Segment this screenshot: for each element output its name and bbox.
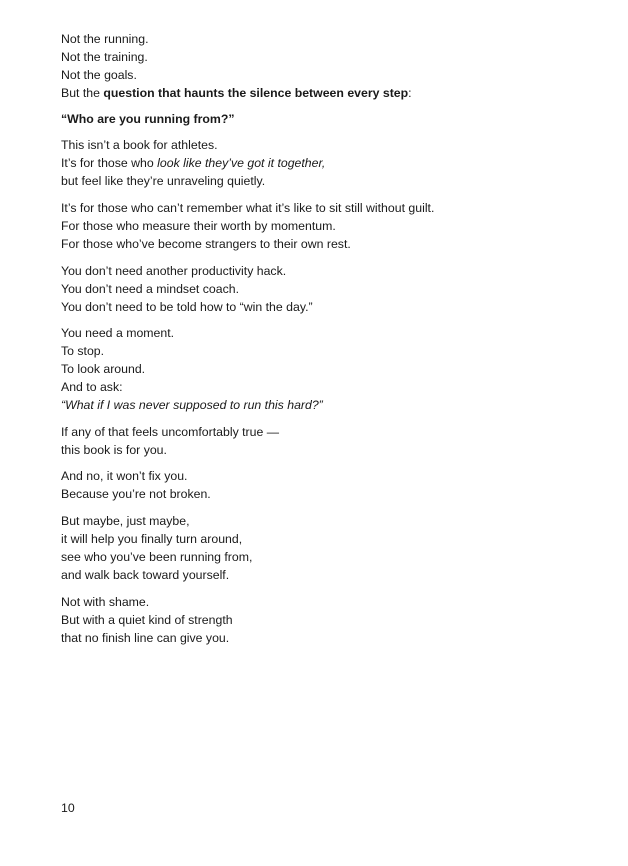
text-line: [61, 154, 581, 172]
paragraph-not-broken: [61, 467, 581, 503]
text-line: Not the running.: [61, 32, 149, 46]
text-line: it will help you finally turn around,: [61, 532, 243, 546]
paragraph-dont-need: [61, 262, 581, 316]
text-line: To stop.: [61, 344, 105, 358]
text-line: Not the goals.: [61, 68, 137, 82]
text-line: And to ask:: [61, 380, 123, 394]
italic-question: “What if I was never supposed to run this hard?”: [61, 398, 323, 412]
paragraph-maybe: [61, 512, 581, 584]
bold-phrase: question that haunts the silence between every step: [103, 86, 409, 100]
text-line: this book is for you.: [61, 443, 167, 457]
text-line: And no, it won’t fix you.: [61, 469, 188, 483]
text-line: But with a quiet kind of strength: [61, 613, 233, 627]
text-line: You need a moment.: [61, 326, 175, 340]
paragraph-uncomfortably-true: [61, 423, 581, 459]
paragraph-audience: [61, 136, 581, 190]
text-line: [61, 84, 581, 102]
page-number: 10: [61, 801, 75, 815]
text-line: You don’t need another productivity hack.: [61, 264, 287, 278]
text-span: :: [408, 86, 412, 100]
central-question: [61, 110, 581, 128]
italic-phrase: look like they’ve got it together,: [157, 156, 326, 170]
text-line: [61, 396, 581, 414]
text-line: Not the training.: [61, 50, 148, 64]
text-span: It’s for those who: [61, 156, 158, 170]
text-line: It’s for those who can’t remember what it’s like to sit still without guilt.: [61, 201, 435, 215]
text-line: and walk back toward yourself.: [61, 568, 230, 582]
text-line: that no finish line can give you.: [61, 631, 230, 645]
paragraph-need-moment: [61, 324, 581, 414]
text-line: To look around.: [61, 362, 146, 376]
text-line: Because you’re not broken.: [61, 487, 211, 501]
text-span: But the: [61, 86, 104, 100]
paragraph-closing: [61, 593, 581, 647]
text-line: Not with shame.: [61, 595, 150, 609]
text-line: If any of that feels uncomfortably true —: [61, 425, 280, 439]
text-line: But maybe, just maybe,: [61, 514, 190, 528]
text-line: but feel like they’re unraveling quietly.: [61, 174, 266, 188]
text-line: You don’t need to be told how to “win the day.”: [61, 300, 313, 314]
paragraph-intro: [61, 30, 581, 102]
text-line: This isn’t a book for athletes.: [61, 138, 218, 152]
text-line: For those who’ve become strangers to their own rest.: [61, 237, 351, 251]
bold-question: “Who are you running from?”: [61, 112, 235, 126]
text-line: You don’t need a mindset coach.: [61, 282, 239, 296]
paragraph-those-who: [61, 199, 581, 253]
text-line: see who you’ve been running from,: [61, 550, 253, 564]
document-page: [61, 30, 581, 647]
text-line: For those who measure their worth by momentum.: [61, 219, 336, 233]
